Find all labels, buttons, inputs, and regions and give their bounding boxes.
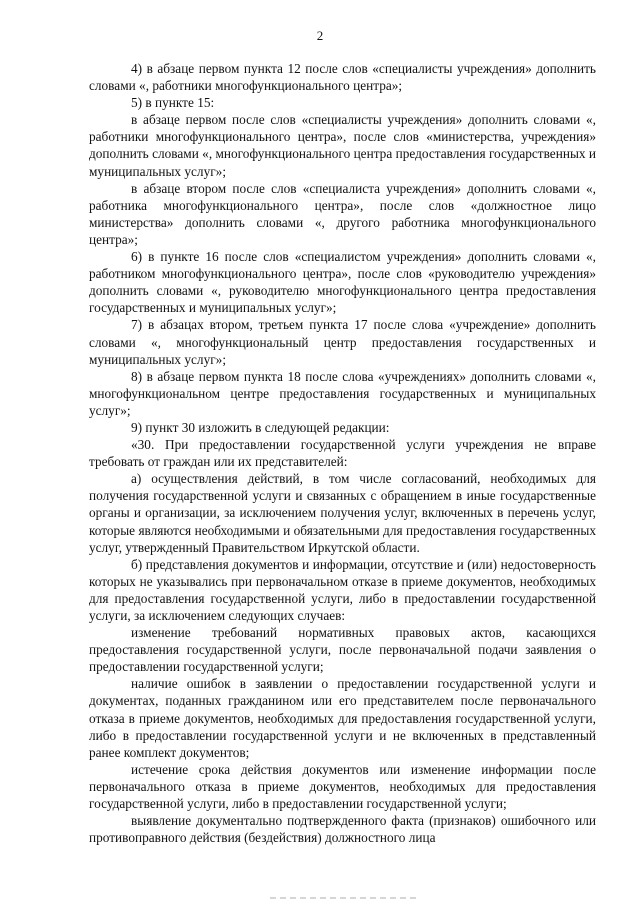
paragraph-5: 5) в пункте 15:: [131, 95, 215, 111]
clause-30-intro: «30. При предоставлении государственной услуги учреждения не вправе требовать от граждан или их представителей:: [89, 437, 596, 470]
paragraph-7: 7) в абзацах втором, третьем пункта 17 после слова «учреждение» дополнить словами «, многофункциональный центр предоставления государственных и муниципальных услуг»;: [89, 317, 596, 367]
paragraph-6: 6) в пункте 16 после слов «специалистом учреждения» дополнить словами «, работником многофункционального центра», после слов «руководителю учреждения» дополнить словами «, руководителю многофункционального центра предоставления государственных и муниципальных услуг»;: [89, 249, 596, 316]
case-errors: наличие ошибок в заявлении о предоставлении государственной услуги и документах, поданных гражданином или его представителем после первоначального отказа в приеме документов, необходимых для предоставления государственной услуги, либо в предоставлении государственной услуги и не включенных в представленный ранее комплект документов;: [89, 676, 596, 760]
clause-30-b: б) представления документов и информации, отсутствие и (или) недостоверность которых не указывались при первоначальном отказе в приеме документов, необходимых для предоставления государственной услуги, либо в предоставлении государственной услуги, за исключением следующих случаев:: [89, 556, 596, 623]
case-misconduct: выявление документально подтвержденного факта (признаков) ошибочного или противоправного действия (бездействия) должностного лица: [89, 813, 596, 846]
clause-30-a: а) осуществления действий, в том числе согласований, необходимых для получения государственной услуги и связанных с обращением в иные государственные органы и организации, за исключением получения услуг, включенных в перечень услуг, которые являются необходимыми и обязательными для предоставления государственных услуг, утвержденный Правительством Иркутской области.: [89, 471, 596, 555]
paragraph-4: 4) в абзаце первом пункта 12 после слов «специалисты учреждения» дополнить словами «, работники многофункционального центра»;: [89, 61, 596, 94]
case-requirements-change: изменение требований нормативных правовых актов, касающихся предоставления государственной услуги, после первоначальной подачи заявления о предоставлении государственной услуги;: [89, 625, 596, 675]
paragraph-5-second: в абзаце втором после слов «специалиста учреждения» дополнить словами «, работника многофункционального центра», после слов «должностное лицо министерства» дополнить словами «, другого работника многофункционального центра»;: [89, 180, 596, 247]
case-expiry: истечение срока действия документов или изменение информации после первоначального отказа в приеме документов, необходимых для предоставления государственной услуги, либо в предоставлении государственной услуги;: [89, 761, 596, 812]
page-number: 2: [316, 28, 324, 43]
scan-artifact: [270, 897, 420, 899]
document-body: [89, 60, 596, 846]
paragraph-9: 9) пункт 30 изложить в следующей редакции:: [131, 419, 390, 435]
paragraph-8: 8) в абзаце первом пункта 18 после слова «учреждениях» дополнить словами «, многофункциональном центре предоставления государственных и муниципальных услуг»;: [89, 368, 596, 418]
paragraph-5-first: в абзаце первом после слов «специалисты учреждения» дополнить словами «, работники многофункционального центра», после слов «министерства, учреждения» дополнить словами «, многофункционального центра предоставления государственных и муниципальных услуг»;: [89, 112, 596, 179]
